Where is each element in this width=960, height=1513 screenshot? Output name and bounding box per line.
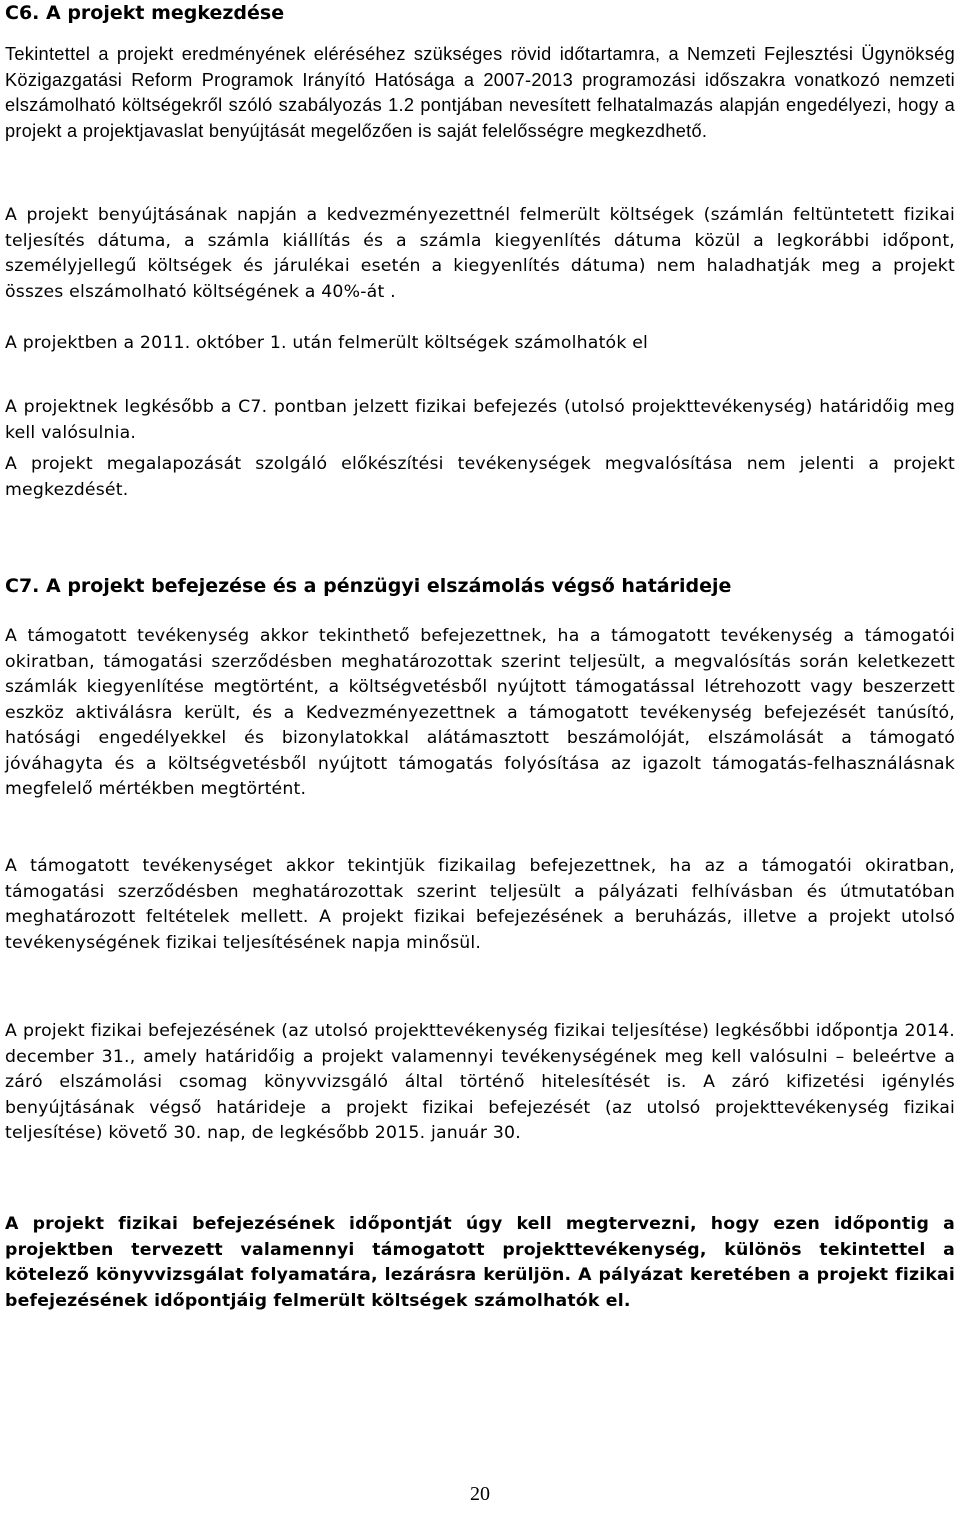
section-title-c7: C7. A projekt befejezése és a pénzügyi elszámolás végső határideje	[5, 575, 732, 597]
paragraph-c7-planning-note: A projekt fizikai befejezésének időpontját úgy kell megtervezni, hogy ezen időpontig a projektben tervezett valamennyi támogatott projekttevékenység, különös tekintettel a kötelező könyvvizsgálat folyamatára, lezárásra kerüljön. A pályázat keretében a projekt fizikai befejezésének időpontjáig felmerült költségek számolhatók el.	[5, 1214, 955, 1311]
paragraph-c6-deadline: A projektnek legkésőbb a C7. pontban jelzett fizikai befejezés (utolsó projekttevékenység) határidőig meg kell valósulnia.	[5, 397, 955, 443]
paragraph-c6-preparation: A projekt megalapozását szolgáló előkészítési tevékenységek megvalósítása nem jelenti a projekt megkezdését.	[5, 454, 955, 500]
paragraph-c6-eligible-date: A projektben a 2011. október 1. után felmerült költségek számolhatók el	[5, 333, 649, 353]
paragraph-c7-physical-completion: A támogatott tevékenységet akkor tekintjük fizikailag befejezettnek, ha az a támogatói okiratban, támogatási szerződésben meghatározottak szerint teljesült a pályázati felhívásban és útmutatóban meghatározott feltételek mellett. A projekt fizikai befejezésének a beruházás, illetve a projekt utolsó tevékenységének fizikai teljesítésének napja minősül.	[5, 856, 955, 953]
paragraph-c6-intro: Tekintettel a projekt eredményének eléréséhez szükséges rövid időtartamra, a Nemzeti Fejlesztési Ügynökség Közigazgatási Reform Programok Irányító Hatósága a 2007-2013 programozási időszakra vonatkozó nemzeti elszámolható költségekről szóló szabályozás 1.2 pontjában nevesített felhatalmazás alapján engedélyezi, hogy a projekt a projektjavaslat benyújtását megelőzően is saját felelősségre megkezdhető.	[5, 44, 955, 141]
page-number: 20	[470, 1483, 490, 1505]
section-title-c6: C6. A projekt megkezdése	[5, 2, 285, 24]
paragraph-c7-completion-definition: A támogatott tevékenység akkor tekinthető befejezettnek, ha a támogatott tevékenység a támogatói okiratban, támogatási szerződésben meghatározottak szerint teljesült, a megvalósítás során keletkezett számlák kiegyenlítése megtörtént, a költségvetésből nyújtott támogatással létrehozott vagy beszerzett eszköz aktiválásra került, és a Kedvezményezettnek a támogatott tevékenység befejezését tanúsító, hatósági engedélyekkel és bizonylatokkal alátámasztott beszámolóját, elszámolását a támogató jóváhagyta és a költségvetésből nyújtott támogatás folyósítása az igazolt támogatás-felhasználásnak megfelelő mértékben megtörtént.	[5, 626, 955, 799]
paragraph-c6-costs-limit: A projekt benyújtásának napján a kedvezményezettnél felmerült költségek (számlán feltüntetett fizikai teljesítés dátuma, a számla kiállítás és a számla kiegyenlítés dátuma közül a legkorábbi időpont, személyjellegű költségek és járulékai esetén a kiegyenlítés dátuma) nem haladhatják meg a projekt összes elszámolható költségének a 40%-át .	[5, 205, 955, 302]
paragraph-c7-deadlines: A projekt fizikai befejezésének (az utolsó projekttevékenység fizikai teljesítése) legkésőbbi időpontja 2014. december 31., amely határidőig a projekt valamennyi tevékenységének meg kell valósulni – beleértve a záró elszámolási csomag könyvvizsgáló által történő hitelesítését is. A záró kifizetési igénylés benyújtásának végső határideje a projekt fizikai befejezését (az utolsó projekttevékenység fizikai teljesítése) követő 30. nap, de legkésőbb 2015. január 30.	[5, 1021, 955, 1143]
